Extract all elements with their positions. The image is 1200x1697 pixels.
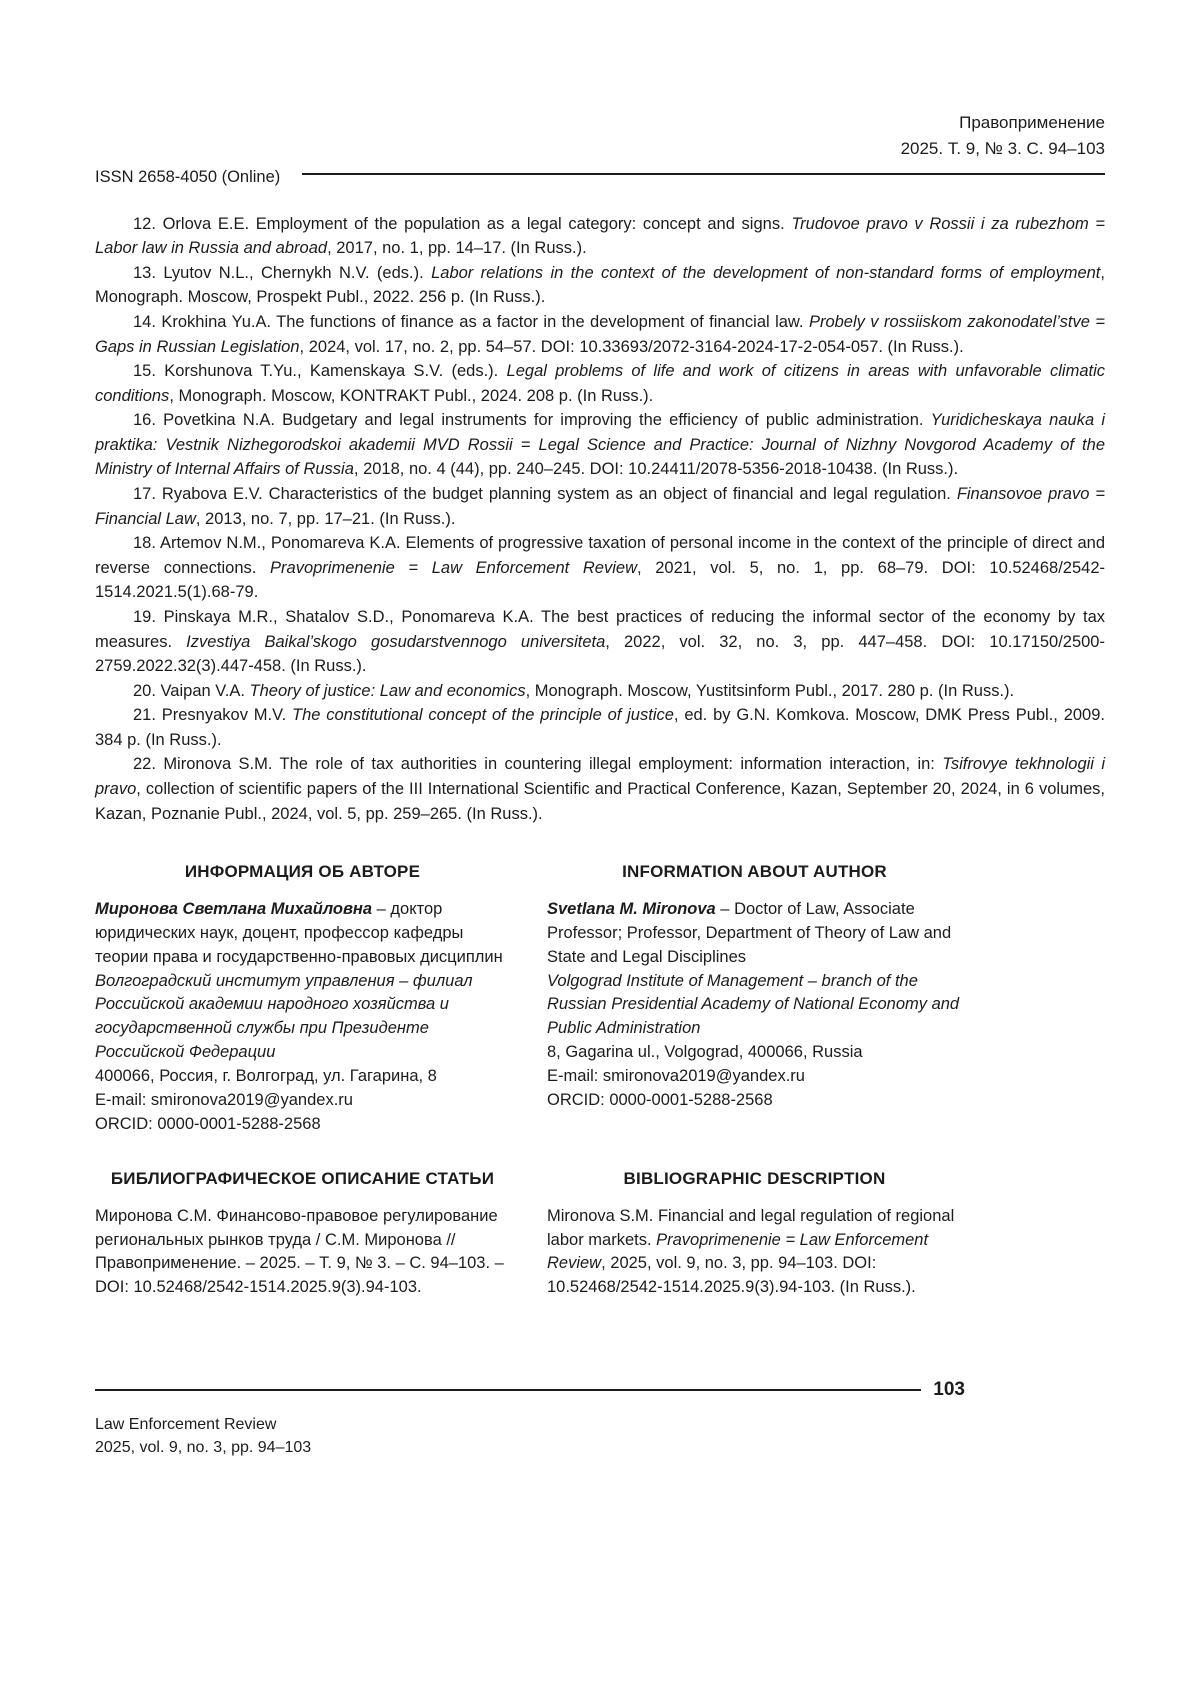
author-info-line-en: Svetlana M. Mironova – Doctor of Law, Associate Professor; Professor, Department of Theory of Law and State and Legal Disciplines: [547, 899, 952, 966]
journal-issue-ru: 2025. Т. 9, № 3. С. 94–103: [900, 139, 1105, 159]
reference-item: 20. Vaipan V.A. Theory of justice: Law and economics, Monograph. Moscow, Yustitsinform Publ., 2017. 280 p. (In Russ.).: [133, 681, 1015, 700]
author-info-line-ru: Миронова Светлана Михайловна – доктор юридических наук, доцент, профессор кафедры теории права и государственно-правовых дисциплин: [95, 899, 503, 966]
author-info-line-en: 8, Gagarina ul., Volgograd, 400066, Russia: [547, 1043, 863, 1062]
author-info-title-ru: ИНФОРМАЦИЯ ОБ АВТОРЕ: [184, 862, 421, 882]
reference-item: 16. Povetkina N.A. Budgetary and legal instruments for improving the efficiency of public administration. Yuridicheskaya nauka i praktika: Vestnik Nizhegorodskoi akademii MVD Rossii = Legal Science and Practice: Journal of Nizhny Novgorod Academy of the Ministry of Internal Affairs of Russia, 2018, no. 4 (44), pp. 240–245. DOI: 10.24411/2078-5356-2018-10438. (In Russ.).: [95, 411, 1105, 479]
bibliographic-title-ru: БИБЛИОГРАФИЧЕСКОЕ ОПИСАНИЕ СТАТЬИ: [110, 1169, 495, 1188]
issn-row: [95, 168, 1105, 187]
footer-journal-title: Law Enforcement Review: [95, 1416, 277, 1433]
bibliographic-title-en: BIBLIOGRAPHIC DESCRIPTION: [623, 1169, 886, 1188]
footer-journal-issue: 2025, vol. 9, no. 3, pp. 94–103: [95, 1439, 312, 1457]
reference-item: 14. Krokhina Yu.A. The functions of finance as a factor in the development of financial law. Probely v rossiiskom zakonodatel’stve = Gaps in Russian Legislation, 2024, vol. 17, no. 2, pp. 54–57. DOI: 10.33693/2072-3164-2024-17-2-054-057. (In Russ.).: [95, 313, 1105, 356]
reference-item: 22. Mironova S.M. The role of tax authorities in countering illegal employment: information interaction, in: Tsifrovye tekhnologii i pravo, collection of scientific papers of the III International Scientific and Practical Conference, Kazan, September 20, 2024, in 6 volumes, Kazan, Poznanie Publ., 2024, vol. 5, pp. 259–265. (In Russ.).: [95, 755, 1105, 823]
reference-item: 18. Artemov N.M., Ponomareva K.A. Elements of progressive taxation of personal income in the context of the principle of direct and reverse connections. Pravoprimenenie = Law Enforcement Review, 2021, vol. 5, no. 1, pp. 68–79. DOI: 10.52468/2542-1514.2021.5(1).68-79.: [95, 534, 1105, 602]
bibliographic-section: [0, 1137, 1200, 1300]
header-journal-block: [95, 110, 1105, 163]
author-info-line-ru: 400066, Россия, г. Волгоград, ул. Гагарина, 8: [95, 1067, 437, 1086]
author-info-body-en: [547, 898, 962, 1113]
footer-journal-block: [95, 1413, 1105, 1459]
author-info-title-en: INFORMATION ABOUT AUTHOR: [622, 862, 887, 882]
issn-label: ISSN 2658-4050 (Online): [95, 167, 281, 186]
author-info-line-ru: Волгоградский институт управления – филиал Российской академии народного хозяйства и государственной службы при Президенте Российской Федерации: [95, 971, 473, 1062]
journal-title-ru: Правоприменение: [959, 113, 1105, 132]
author-info-body-ru: [95, 898, 510, 1137]
bibliographic-body-ru: [95, 1205, 510, 1301]
author-info-line-ru: ORCID: 0000-0001-5288-2568: [95, 1115, 321, 1134]
bibliographic-ru: [95, 1167, 510, 1300]
author-info-line-en: ORCID: 0000-0001-5288-2568: [547, 1091, 773, 1110]
reference-item: 21. Presnyakov M.V. The constitutional concept of the principle of justice, ed. by G.N. Komkova. Moscow, DMK Press Publ., 2009. 384 p. (In Russ.).: [95, 706, 1105, 749]
author-info-line-ru: E-mail: smironova2019@yandex.ru: [95, 1091, 353, 1110]
page-number: 103: [933, 1379, 965, 1400]
reference-item: 19. Pinskaya M.R., Shatalov S.D., Ponomareva K.A. The best practices of reducing the informal sector of the economy by tax measures. Izvestiya Baikal’skogo gosudarstvennogo universiteta, 2022, vol. 32, no. 3, pp. 447–458. DOI: 10.17150/2500-2759.2022.32(3).447-458. (In Russ.).: [95, 607, 1105, 676]
footer-rule: [95, 1389, 921, 1391]
author-info-line-en: E-mail: smironova2019@yandex.ru: [547, 1067, 805, 1086]
reference-item: 13. Lyutov N.L., Chernykh N.V. (eds.). Labor relations in the context of the development of non-standard forms of employment, Monograph. Moscow, Prospekt Publ., 2022. 256 p. (In Russ.).: [95, 263, 1105, 307]
reference-item: 15. Korshunova T.Yu., Kamenskaya S.V. (eds.). Legal problems of life and work of citizens in areas with unfavorable climatic conditions, Monograph. Moscow, KONTRAKT Publ., 2024. 208 p. (In Russ.).: [95, 362, 1105, 405]
bibliographic-text-en: Mironova S.M. Financial and legal regulation of regional labor markets. Pravoprimenenie = Law Enforcement Review, 2025, vol. 9, no. 3, pp. 94–103. DOI: 10.52468/2542-1514.2025.9(3).94-103. (In Russ.).: [547, 1206, 955, 1297]
reference-item: 17. Ryabova E.V. Characteristics of the budget planning system as an object of financial and legal regulation. Finansovoe pravo = Financial Law, 2013, no. 7, pp. 17–21. (In Russ.).: [95, 485, 1105, 528]
page-footer: [95, 1380, 1105, 1459]
references-section: [0, 187, 1200, 826]
bibliographic-text-ru: Миронова С.М. Финансово-правовое регулирование региональных рынков труда / С.М. Миронова // Правоприменение. – 2025. – Т. 9, № 3. – С. 94–103. – DOI: 10.52468/2542-1514.2025.9(3).94-103.: [95, 1206, 504, 1297]
page-header: [0, 0, 1200, 187]
author-info-en: [547, 860, 962, 1137]
author-info-line-en: Volgograd Institute of Management – branch of the Russian Presidential Academy of National Economy and Public Administration: [547, 971, 960, 1038]
header-rule: [302, 173, 1105, 176]
author-info-section: [0, 826, 1200, 1137]
bibliographic-body-en: [547, 1205, 962, 1301]
reference-item: 12. Orlova E.E. Employment of the population as a legal category: concept and signs. Trudovoe pravo v Rossii i za rubezhom = Labor law in Russia and abroad, 2017, no. 1, pp. 14–17. (In Russ.).: [95, 214, 1106, 258]
footer-rule-row: [95, 1380, 965, 1399]
author-info-ru: [95, 860, 510, 1137]
bibliographic-en: [547, 1167, 962, 1300]
